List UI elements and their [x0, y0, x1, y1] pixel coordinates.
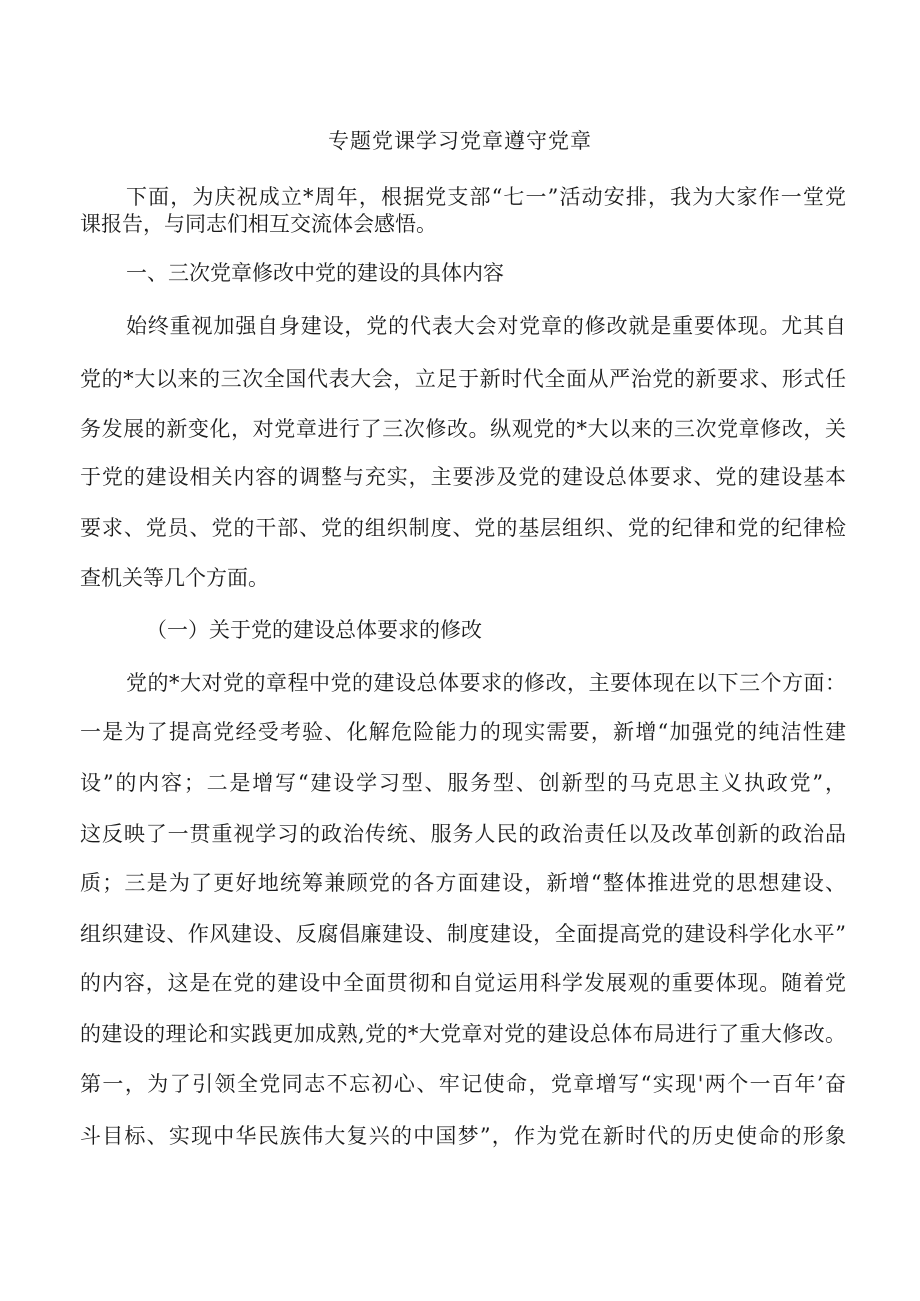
paragraph-2-line-9: 第一，为了引领全党同志不忘初心、牢记使命，党章增写“实现'两个一百年’奋: [80, 1072, 846, 1096]
paragraph-intro-line-1: 下面，为庆祝成立*周年，根据党支部“七一”活动安排，我为大家作一堂党: [126, 185, 846, 209]
paragraph-1-line-3: 务发展的新变化，对党章进行了三次修改。纵观党的*大以来的三次党章修改，关: [80, 417, 846, 441]
paragraph-2-line-1: 党的*大对党的章程中党的建设总体要求的修改，主要体现在以下三个方面：: [126, 671, 846, 695]
paragraph-2-line-3: 设”的内容；二是增写“建设学习型、服务型、创新型的马克思主义执政党”，: [80, 771, 846, 795]
paragraph-1-line-5: 要求、党员、党的干部、党的组织制度、党的基层组织、党的纪律和党的纪律检: [80, 516, 846, 540]
paragraph-2-line-8: 的建设的理论和实践更加成熟,党的*大党章对党的建设总体布局进行了重大修改。: [80, 1022, 846, 1046]
paragraph-2-line-10: 斗目标、实现中华民族伟大复兴的中国梦”，作为党在新时代的历史使命的形象: [80, 1124, 846, 1148]
document-title: 专题党课学习党章遵守党章: [328, 129, 592, 153]
paragraph-2-line-5: 质；三是为了更好地统筹兼顾党的各方面建设，新增“整体推进党的思想建设、: [80, 871, 846, 895]
paragraph-2-line-6: 组织建设、作风建设、反腐倡廉建设、制度建设，全面提高党的建设科学化水平”: [80, 922, 846, 946]
paragraph-1-line-4: 于党的建设相关内容的调整与充实，主要涉及党的建设总体要求、党的建设基本: [80, 465, 846, 489]
subsection-heading-1: （一）关于党的建设总体要求的修改: [146, 618, 482, 642]
paragraph-2-line-2: 一是为了提高党经受考验、化解危险能力的现实需要，新增“加强党的纯洁性建: [80, 720, 846, 744]
paragraph-2-line-7: 的内容，这是在党的建设中全面贯彻和自觉运用科学发展观的重要体现。随着党: [80, 971, 846, 995]
section-heading-1: 一、三次党章修改中党的建设的具体内容: [126, 261, 504, 285]
paragraph-1-line-1: 始终重视加强自身建设，党的代表大会对党章的修改就是重要体现。尤其自: [126, 314, 846, 338]
paragraph-1-line-2: 党的*大以来的三次全国代表大会，立足于新时代全面从严治党的新要求、形式任: [80, 367, 846, 391]
paragraph-intro-line-2: 课报告，与同志们相互交流体会感悟。: [80, 212, 437, 236]
paragraph-2-line-4: 这反映了一贯重视学习的政治传统、服务人民的政治责任以及改革创新的政治品: [80, 822, 846, 846]
paragraph-1-line-6: 查机关等几个方面。: [80, 566, 269, 590]
